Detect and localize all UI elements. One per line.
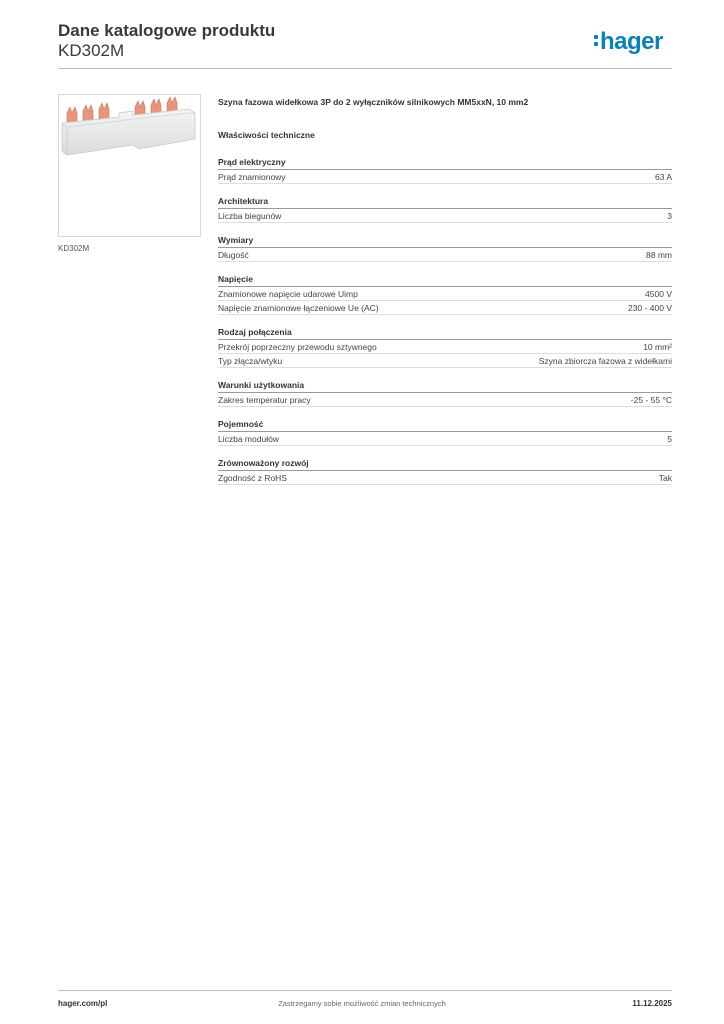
spec-label: Typ złącza/wtyku [218,355,283,366]
busbar-fork-3p-icon [59,95,200,236]
spec-label: Prąd znamionowy [218,171,286,182]
spec-group-title: Napięcie [218,274,253,284]
spec-group-title: Wymiary [218,235,254,245]
spec-value: 5 [667,433,672,444]
spec-row [218,287,672,301]
spec-row [218,471,672,485]
spec-group [218,273,672,315]
spec-label: Liczba biegunów [218,210,282,221]
spec-row [218,340,672,354]
logo-text: hager [600,28,663,55]
spec-label: Zakres temperatur pracy [218,394,311,405]
spec-row [218,209,672,223]
spec-group-title: Pojemność [218,419,264,429]
footer-website-link[interactable]: hager.com/pl [58,999,108,1008]
spec-value: 230 - 400 V [628,302,672,313]
spec-label: Liczba modułów [218,433,279,444]
spec-label: Napięcie znamionowe łączeniowe Ue (AC) [218,302,379,313]
spec-row [218,432,672,446]
spec-value: -25 - 55 °C [630,394,672,405]
product-description: Szyna fazowa widełkowa 3P do 2 wyłączników silnikowych MM5xxN, 10 mm2 [218,97,529,107]
product-code: KD302M [58,41,125,60]
spec-row [218,170,672,184]
spec-value: 4500 V [645,288,672,299]
spec-label: Długość [218,249,249,260]
product-image [58,94,201,237]
spec-label: Znamionowe napięcie udarowe Uimp [218,288,358,299]
spec-label: Zgodność z RoHS [218,472,287,483]
spec-group-title: Architektura [218,196,269,206]
spec-value: Tak [658,472,672,483]
header-divider [58,68,672,69]
footer-divider [58,990,672,991]
spec-group [218,379,672,407]
spec-group [218,234,672,262]
spec-row [218,393,672,407]
spec-group-title: Zrównoważony rozwój [218,458,309,468]
spec-group [218,156,672,184]
spec-row [218,354,672,368]
spec-value: 3 [667,210,672,221]
spec-label: Przekrój poprzeczny przewodu sztywnego [218,341,377,352]
spec-row [218,301,672,315]
specs-table [218,156,672,496]
page-title: Dane katalogowe produktu [58,21,276,40]
spec-row [218,248,672,262]
specs-heading: Właściwości techniczne [218,130,315,140]
logo-dots-icon [594,31,599,49]
image-caption: KD302M [58,244,90,253]
spec-group-title: Prąd elektryczny [218,157,286,167]
spec-group-title: Rodzaj połączenia [218,327,292,337]
spec-group [218,457,672,485]
spec-group-title: Warunki użytkowania [218,380,305,390]
spec-value: 63 A [654,171,672,182]
footer-date: 11.12.2025 [632,999,672,1008]
spec-group [218,326,672,368]
spec-value: Szyna zbiorcza fazowa z widełkami [538,355,672,366]
spec-value: 10 mm² [643,341,672,352]
spec-group [218,195,672,223]
hager-logo[interactable] [594,28,663,56]
spec-value: 88 mm [646,249,672,260]
spec-group [218,418,672,446]
footer-disclaimer: Zastrzegamy sobie możliwość zmian technicznych [278,999,446,1008]
